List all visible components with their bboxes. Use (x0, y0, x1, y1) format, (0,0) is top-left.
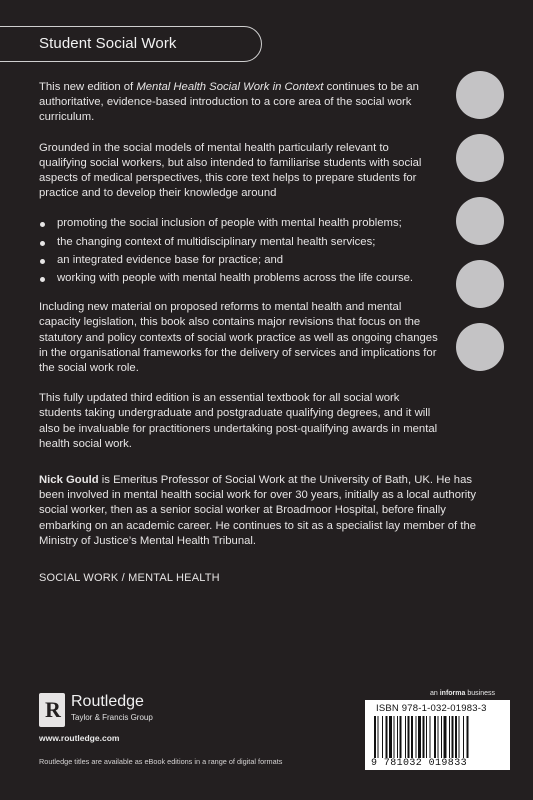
decorative-circle (456, 134, 504, 182)
routledge-logo-icon (39, 693, 65, 727)
barcode-icon (372, 716, 504, 758)
blurb-paragraph-2: Grounded in the social models of mental health particularly relevant to qualifying social workers, but also intended to familiarise students with social aspects of medical perspectives, this core text helps to prepare students for practice and to develop their knowledge around (39, 141, 422, 200)
author-name: Nick Gould (39, 474, 99, 486)
subject-category: SOCIAL WORK / MENTAL HEALTH (39, 572, 220, 584)
blurb-paragraph-3: Including new material on proposed reforms to mental health and mental capacity legislation, this book also contains major revisions that focus on the statutory and policy contexts of social work practice as well as ongoing changes in the organisational frameworks for the delivery of services and implications for the social work role. (39, 301, 438, 375)
series-label: Student Social Work (39, 35, 177, 52)
informa-suffix: business (465, 690, 495, 697)
publisher-group: Taylor & Francis Group (71, 713, 153, 722)
publisher-name: Routledge (71, 693, 144, 710)
intro-prefix: This new edition of (39, 81, 137, 93)
intro-suffix: continues to be an authoritative, evidence-based introduction to a core area of the social work curriculum. (39, 81, 419, 124)
blurb-intro (39, 80, 439, 126)
informa-note (430, 690, 495, 697)
bullet-item: the changing context of multidisciplinary mental health services; (39, 235, 439, 250)
ebook-note: Routledge titles are available as eBook editions in a range of digital formats (39, 757, 283, 766)
decorative-circles (456, 71, 504, 386)
author-bio-text: is Emeritus Professor of Social Work at the University of Bath, UK. He has been involved in mental health social work for over 30 years, initially as a local authority social worker, then as a senior social worker at Broadmoor Hospital, before finally embarking on an academic career. He continues to sit as a specialist lay member of the Ministry of Justice’s Mental Health Tribunal. (39, 474, 477, 547)
informa-bold: informa (439, 690, 466, 697)
publisher-website: www.routledge.com (39, 733, 120, 743)
isbn-number: ISBN 978-1-032-01983-3 (376, 703, 487, 714)
bullet-item: working with people with mental health problems across the life course. (39, 271, 439, 286)
bullet-list (39, 216, 439, 286)
author-bio (39, 473, 489, 549)
decorative-circle (456, 323, 504, 371)
decorative-circle (456, 197, 504, 245)
book-blurb (39, 80, 439, 467)
book-title: Mental Health Social Work in Context (136, 81, 324, 93)
bullet-item: promoting the social inclusion of people with mental health problems; (39, 216, 439, 231)
decorative-circle (456, 71, 504, 119)
publisher-logo (39, 693, 179, 729)
blurb-paragraph-4: This fully updated third edition is an essential textbook for all social work students taking undergraduate and postgraduate qualifying degrees, and it will also be invaluable for practitioners undertaking post-qualifying awards in mental health social work. (39, 392, 438, 450)
barcode-digits: 9 781032 019833 (371, 758, 468, 769)
decorative-circle (456, 260, 504, 308)
bullet-item: an integrated evidence base for practice; and (39, 253, 439, 268)
informa-prefix: an (430, 690, 440, 697)
